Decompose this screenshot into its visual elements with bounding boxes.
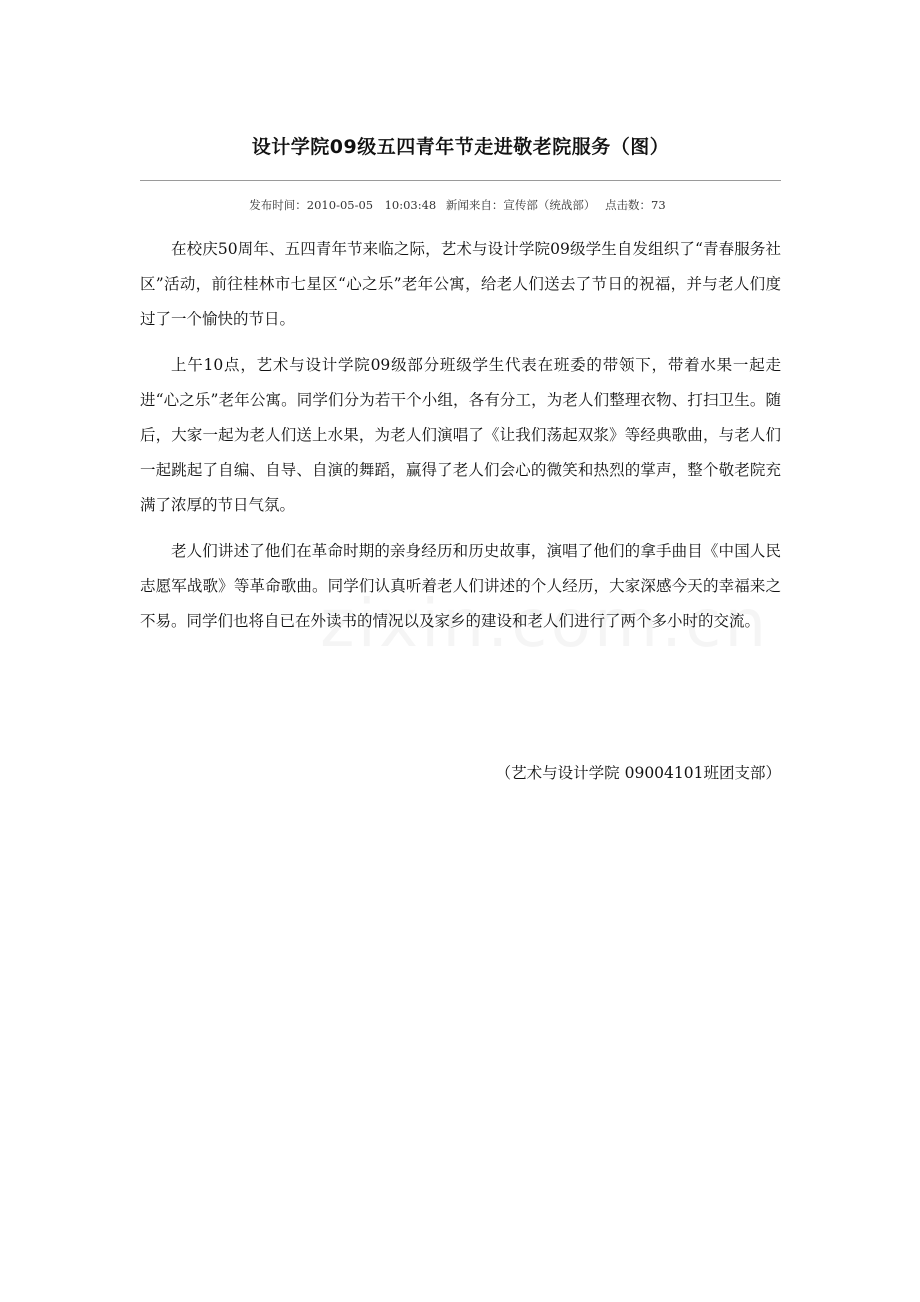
paragraph-2: 上午10点，艺术与设计学院09级部分班级学生代表在班委的带领下，带着水果一起走进“心之乐”老年公寓。同学们分为若干个小组，各有分工，为老人们整理衣物、打扫卫生。随后，大家一起为老人们送上水果，为老人们演唱了《让我们荡起双浆》等经典歌曲，与老人们一起跳起了自编、自导、自演的舞蹈，赢得了老人们会心的微笑和热烈的掌声，整个敬老院充满了浓厚的节日气氛。 <box>140 356 781 514</box>
article-body <box>140 232 781 650</box>
article-signature: （艺术与设计学院 09004101班团支部） <box>495 764 781 782</box>
news-source: 新闻来自：宣传部（统战部） <box>445 198 596 212</box>
article-title: 设计学院09级五四青年节走进敬老院服务（图） <box>251 136 670 158</box>
article-meta <box>140 197 781 213</box>
paragraph-1: 在校庆50周年、五四青年节来临之际，艺术与设计学院09级学生自发组织了“青春服务社区”活动，前往桂林市七星区“心之乐”老年公寓，给老人们送去了节日的祝福，并与老人们度过了一个愉快的节日。 <box>140 240 781 328</box>
paragraph-3: 老人们讲述了他们在革命时期的亲身经历和历史故事，演唱了他们的拿手曲目《中国人民志愿军战歌》等革命歌曲。同学们认真听着老人们讲述的个人经历，大家深感今天的幸福来之不易。同学们也将自已在外读书的情况以及家乡的建设和老人们进行了两个多小时的交流。 <box>140 542 781 630</box>
publish-time: 发布时间：2010-05-05 10:03:48 <box>249 198 437 212</box>
title-divider <box>140 180 781 181</box>
click-count: 点击数：73 <box>605 198 666 212</box>
